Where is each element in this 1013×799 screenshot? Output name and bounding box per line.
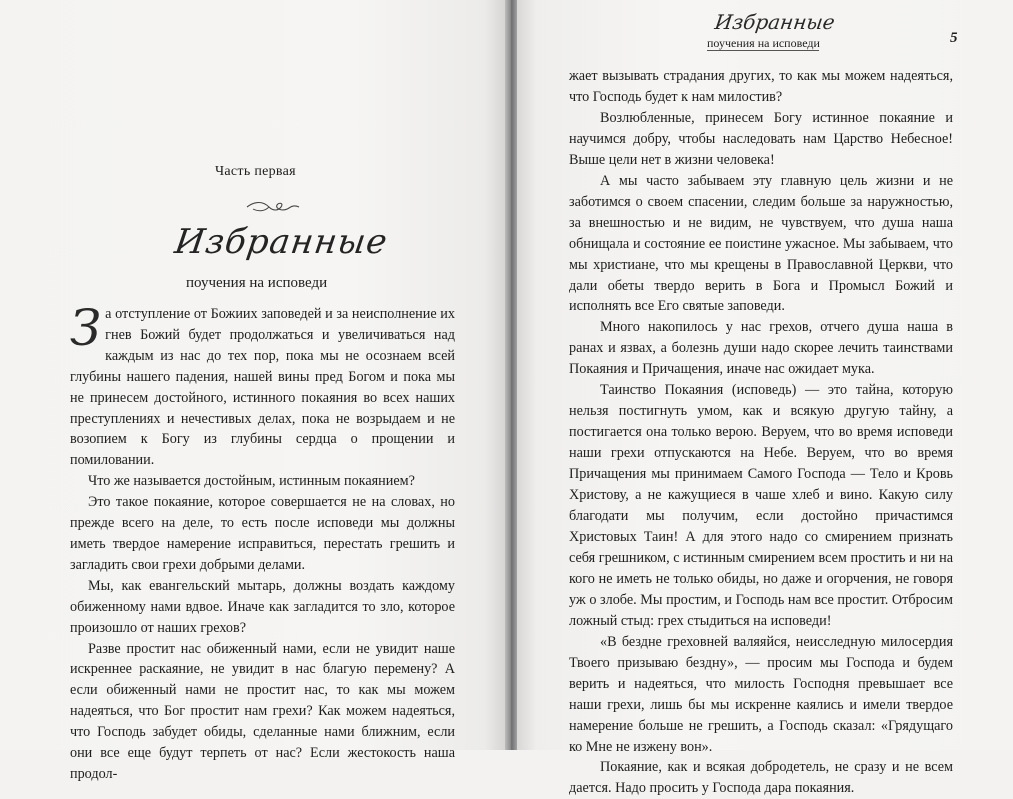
paragraph: А мы часто забываем эту главную цель жизни и не заботимся о своем спасении, следим больше за наружностью, за внешностью и не видим, не чувствуем, что душа наша обнищала и состояние ее поистине ужасное. Мы забываем, что мы христиане, что мы крещены в Православной Церкви, что дали обеты твердо верить в Бога и Промысл Божий и исполнять все Его святые заповеди.: [569, 172, 953, 315]
right-body-text: [569, 66, 953, 799]
book-gutter: [505, 0, 517, 750]
left-body-text: [70, 299, 455, 785]
paragraph: Разве простит нас обиженный нами, если не увидит наше искреннее раскаяние, не увидит в нас благую перемену? А если обиженный нами не простит нас, то как мы можем надеяться, что Бог простит нам грехи? Как можем надеяться, что Господь забудет обиды, сделанные нами ближним, если они все еще будут терпеть от нас? Если жестокость наша продол-: [70, 640, 455, 782]
paragraph: Возлюбленные, принесем Богу истинное покаяние и научимся добру, чтобы наследовать нам Царство Небесное! Выше цели нет в жизни человека!: [569, 109, 953, 168]
paragraph: Что же называется достойным, истинным покаянием?: [88, 473, 415, 490]
paragraph: Это такое покаяние, которое совершается не на словах, но прежде всего на деле, то есть после исповеди мы должны иметь твердое намерение исправиться, перестать грешить и загладить свои грехи добрыми делами.: [70, 494, 455, 573]
running-header-subtitle: поучения на исповеди: [707, 36, 820, 50]
running-header-script: Избранные: [713, 10, 837, 34]
flourish-ornament-icon: [245, 200, 300, 214]
paragraph: [70, 299, 455, 471]
paragraph: жает вызывать страдания других, то как мы можем надеяться, что Господь будет к нам милостив?: [569, 68, 953, 105]
header-rule: [707, 50, 819, 51]
book-subtitle: поучения на исповеди: [186, 275, 328, 291]
paragraph: Таинство Покаяния (исповедь) — это тайна, которую нельзя постигнуть умом, как и всякую другую тайну, а постигается она только верою. Веруем, что во время исповеди наши грехи отпускаются на Небе. Веруем, что во время Причащения мы принимаем Самого Господа — Тело и Кровь Христову, а не кажущиеся в чаше хлеб и вино. Какую силу благодати мы получим, если достойно причастимся Христовых Таин! А для этого надо со смирением признать себя грешником, с истинным смирением всем простить и ни на кого не иметь не только обиды, но даже и огорчения, не говоря уж о злобе. Мы простим, и Господь нам все простит. Отбросим ложный стыд: грех стыдиться на исповеди!: [569, 382, 953, 629]
paragraph: Много накопилось у нас грехов, отчего душа наша в ранах и язвах, а болезнь души надо скорее лечить таинствами Покаяния и Причащения, иначе нас ожидает мука.: [569, 319, 953, 378]
left-page: [0, 0, 505, 782]
paragraph: Покаяние, как и всякая добродетель, не сразу и не всем дается. Надо просить у Господа дара покаяния.: [569, 759, 953, 797]
paragraph: «В бездне греховней валяяйся, неисследную милосердия Твоего призываю бездну», — просим мы Господа и будем верить и надеяться, что милость Господня превышает все наши грехи, лишь бы мы искренне каялись и имели твердое намерение больше не грешить, а Господь сказал: «Грядущаго ко Мне не изжену вон».: [569, 633, 953, 755]
book-title-script: Избранные: [172, 222, 391, 262]
paragraph: Мы, как евангельский мытарь, должны воздать каждому обиженному нами вдвое. Иначе как загладится то зло, которое произошло от наших грехов?: [70, 577, 455, 636]
part-title: Часть первая: [215, 164, 296, 179]
paragraph-text: а отступление от Божиих заповедей и за неисполнение их гнев Божий будет продолжаться и увеличиваться над каждым из нас до тех пор, пока мы не осознаем всей глубины нашего падения, нашей вины пред Богом и пока мы не принесем достойного, истинного покаяния во всех наших преступлениях и нечестивых делах, пока не возрыдаем и не возопием к Богу из глубины сердца о прощении и помиловании.: [70, 306, 455, 469]
right-page: [517, 0, 1013, 797]
drop-cap: З: [70, 299, 102, 357]
page-number: 5: [950, 30, 958, 46]
